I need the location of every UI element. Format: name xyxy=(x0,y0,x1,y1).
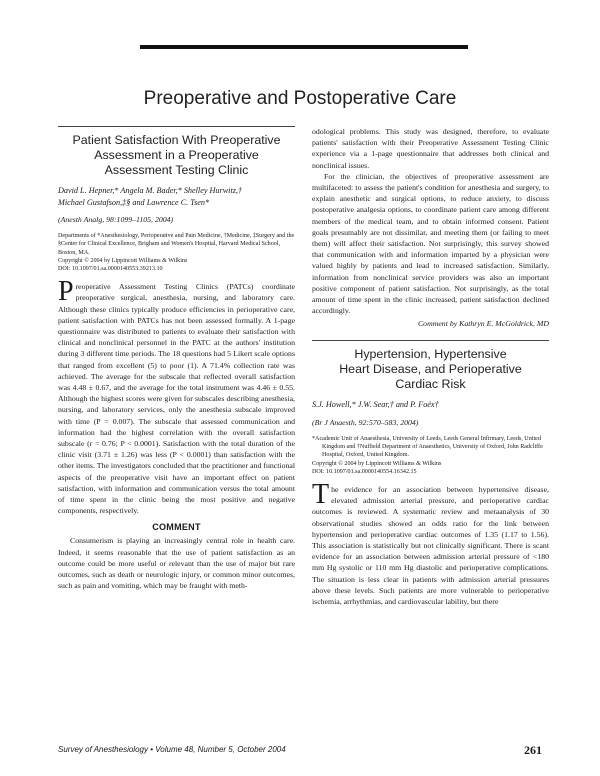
article-doi: DOI: 10.1097/01.sa.0000140554.16342.15 xyxy=(312,468,417,475)
authors-line: David L. Hepner,* Angela M. Bader,* Shelley Hurwitz,† xyxy=(58,186,243,195)
comment-paragraph: Consumerism is playing an increasingly central role in health care. Indeed, it seems reasonable that the use of patient satisfaction as an outcome could be more useful or relevant than the use of major but rare outcomes, such as death or neurologic injury, or common minor outcomes, such as pain and vomiting, which may be fraught with meth- xyxy=(58,536,295,591)
drop-cap: T xyxy=(312,479,330,511)
article-title-line: Assessment Testing Clinic xyxy=(104,163,249,177)
article-affiliation: Departments of *Anesthesiology, Perioperative and Pain Medicine, †Medicine, ‡Surgery and the §Center for Clinical Excellence, Brigham and Women's Hospital, Harvard Medical School, Boston, MA. xyxy=(58,233,295,256)
comment-paragraph: For the clinician, the objectives of preoperative assessment are multifaceted: to assess the patient's condition for anesthesia and surgery, to explain anesthetic and surgical options, to reduce anxiety, to discuss postoperative analgesia options, to coordinate patient care among different members of the medical team, and to obtain informed consent. Patient goals presumably are not dissimilar, and meeting them (or failing to meet them) will affect their satisfaction. Not surprisingly, this survey showed that communication with and information imparted by a physician were valued highly by patients and lead to increased satisfaction. Similarly, information from nonclinical service providers was also an important positive component of patient satisfaction. Not surprisingly, as the total amount of time spent in the clinic increased, patient satisfaction declined accordingly. xyxy=(312,171,549,316)
left-column xyxy=(58,126,295,591)
comment-heading: COMMENT xyxy=(152,522,201,533)
article-title xyxy=(312,347,549,392)
authors-line: Michael Gustafson,‡§ and Lawrence C. Tsen* xyxy=(58,197,210,207)
header-rule xyxy=(140,45,468,49)
article-title-line: Assessment in a Preoperative xyxy=(94,148,259,162)
abstract-text: reoperative Assessment Testing Clinics (PATCs) coordinate preoperative surgical, anesthesia, nursing, and laboratory care. Although these clinics typically produce efficiencies in perioperative care, patient satisfaction with PATCs has not been assessed formally. A 1-page questionnaire was distributed to patients to evaluate their satisfaction with clinical and nonclinical personnel in the PATC at the authors' institution during 3 different time periods. The 18 questions had 5 Likert scale options that ranged from excellent (5) to poor (1). A 71.4% collection rate was achieved. The average for the subscale that reflected overall satisfaction was 4.48 ± 0.67, and the average for the total instrument was 4.46 ± 0.55. Although the highest scores were given for subscales describing anesthesia, nursing, and laboratory services, only the anesthesia subscale improved with time (P = 0.007). The subscale that assessed communication and information had the highest correlation with the overall satisfaction subscale (r = 0.76; P < 0.0001). Satisfaction with the total duration of the clinic visit (3.71 ± 1.26) was less (P < 0.0001) than satisfaction with the other items. The investigators concluded that the practitioner and functional aspects of the preoperative visit have an important effect on patient satisfaction, with information and communication versus the total amount of time spent in the clinic being the most positive and negative components, respectively. xyxy=(58,282,295,516)
drop-cap: P xyxy=(58,276,74,308)
article-title xyxy=(58,133,295,178)
article-copyright: Copyright © 2004 by Lippincott Williams & Wilkins xyxy=(58,257,188,264)
article-title-line: Hypertension, Hypertensive xyxy=(354,347,507,362)
section-title: Preoperative and Postoperative Care xyxy=(143,88,457,109)
comment-author: Comment by Kathryn E. McGoldrick, MD xyxy=(417,319,549,329)
page-number: 261 xyxy=(524,743,542,757)
article-citation: (Br J Anaesth, 92:570–583, 2004) xyxy=(312,418,419,428)
article-authors: S.J. Howell,* J.W. Sear,† and P. Foëx† xyxy=(312,400,439,410)
article-copyright: Copyright © 2004 by Lippincott Williams & Wilkins xyxy=(312,460,442,467)
article-title-line: Heart Disease, and Perioperative xyxy=(339,362,522,377)
article-rule xyxy=(58,126,295,127)
abstract-text: he evidence for an association between hypertensive disease, elevated admission arterial pressure, and perioperative cardiac outcomes is reviewed. A systematic review and metaanalysis of 30 observational studies showed an odds ratio for the link between hypertension and perioperative cardiac outcomes of 1.35 (1.17 to 1.56). This association is statistically but not clinically significant. There is scant evidence for an association between admission arterial pressure of <180 mm Hg systolic or 110 mm Hg diastolic and perioperative complications. The situation is less clear in patients with admission arterial pressures above these levels. Such patients are more vulnerable to perioperative ischemia, arrhythmias, and cardiovascular lability, but there xyxy=(312,485,549,607)
article-affiliation: *Academic Unit of Anaesthesia, University of Leeds, Leeds General Infirmary, Leeds, United Kingdom and †Nuffield Department of Anaesthetics, University of Oxford, John Radcliffe Hospital, Oxford, United Kingdom. xyxy=(312,436,543,459)
article-abstract xyxy=(312,479,549,607)
article-abstract xyxy=(58,276,295,516)
right-column xyxy=(312,126,549,607)
article-title-line: Patient Satisfaction With Preoperative xyxy=(72,133,281,147)
page-footer xyxy=(58,745,542,759)
article-rule xyxy=(312,340,549,341)
article-authors xyxy=(58,185,295,208)
article-citation: (Anesth Analg, 98:1099–1105, 2004) xyxy=(58,215,174,225)
comment-paragraph: odological problems. This study was designed, therefore, to evaluate patients' satisfaction with their Preoperative Assessment Testing Clinic experience via a 1-page questionnaire that addresses both clinical and nonclinical issues. xyxy=(312,127,549,170)
journal-info: Survey of Anesthesiology • Volume 48, Number 5, October 2004 xyxy=(58,745,286,754)
article-title-line: Cardiac Risk xyxy=(395,377,466,392)
article-doi: DOI: 10.1097/01.sa.0000140553.39213.10 xyxy=(58,266,163,272)
